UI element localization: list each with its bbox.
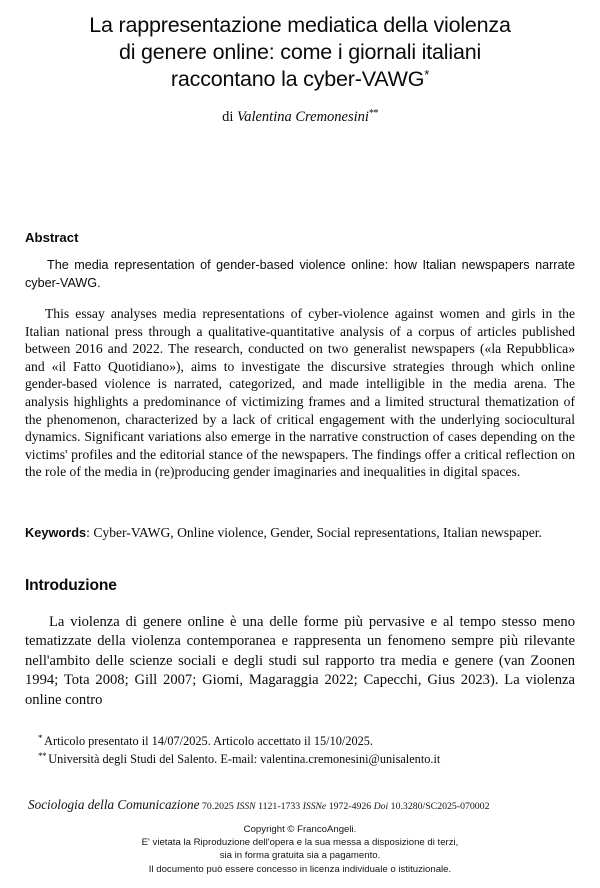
title-footnote-marker: * [424,67,430,82]
issn-value: 1121-1733 [258,801,301,812]
footnote-1 [38,733,578,751]
author-name: Valentina Cremonesini [236,109,369,125]
keywords-label: Keywords [25,525,87,540]
issne-label: ISSNe [302,801,327,812]
issn-label: ISSN [236,801,256,812]
title-line-3: raccontano la cyber-VAWG [170,67,425,91]
footnote-2 [38,751,578,769]
footnote-2-marker: ** [38,750,47,761]
keywords-value: Cyber-VAWG, Online violence, Gender, Social representations, Italian newspaper. [93,525,542,540]
copyright-line-2: E' vietata la Riproduzione dell'opera e la sua messa a disposizione di terzi, [141,837,459,849]
copyright-line-3: sia in forma gratuita sia a pagamento. [219,850,381,862]
doi-label: Doi [373,801,389,812]
page-title [28,12,572,93]
issne-value: 1972-4926 [328,801,372,812]
introduction-body: La violenza di genere online è una delle forme più pervasive e al tempo stesso meno tematizzate della violenza contemporanea e rappresenta un fenomeno sempre più rilevante nell'ambito delle scienze sociali e degli studi sul rapporto tra media e genere (van Zoonen 1994; Tota 2008; Gill 2007; Giomi, Magaraggia 2022; Capecchi, Gius 2023). La violenza online contro [25,614,575,708]
abstract-english-title: The media representation of gender-based violence online: how Italian newspapers narrate cyber-VAWG. [25,258,575,290]
footnote-1-marker: * [38,733,43,743]
title-block [28,12,572,93]
abstract-heading: Abstract [25,230,79,245]
author-prefix: di [222,109,234,125]
title-line-1: La rappresentazione mediatica della violenza [89,13,511,37]
keywords [25,524,575,542]
journal-title: Sociologia della Comunicazione [28,797,200,812]
abstract-body: This essay analyses media representations of cyber-violence against women and girls in the Italian national press through a qualitative-quantitative analysis of a corpus of articles published between 2016 and 2022. The research, conducted on two generalist newspapers («la Repubblica» and «il Fatto Quotidiano»), aims to investigate the discursive strategies through which online gender-based violence is narrated, categorized, and made intelligible in the media arena. The analysis highlights a predominance of victimizing frames and a limited structural thematization of the phenomenon, characterized by a lack of critical engagement with the underlying sociocultural dynamics. Significant variations also emerge in the narrative construction of cases depending on the victims' profiles and the editorial stance of the newspapers. The findings offer a critical reflection on the role of the media in (re)producing gender imaginaries and inequalities in digital spaces. [25,306,575,480]
doi-value: 10.3280/SC2025-070002 [390,801,490,812]
copyright-line-1: Copyright © FrancoAngeli. [243,824,357,835]
introduction-heading: Introduzione [25,577,117,594]
author-footnote-marker: ** [368,108,378,119]
title-line-2: di genere online: come i giornali italiani [118,40,482,64]
footnote-2-text: Università degli Studi del Salento. E-mail: valentina.cremonesini@unisalento.it [48,751,441,766]
copyright-footer [0,823,600,876]
journal-citation-line [28,798,576,813]
copyright-line-4: Il documento può essere concesso in licenza individuale o istituzionale. [148,863,452,875]
footnote-1-text: Articolo presentato il 14/07/2025. Articolo accettato il 15/10/2025. [44,734,373,748]
journal-issue: 70.2025 [201,801,234,812]
keywords-separator: : [86,525,94,540]
footnotes [38,733,578,768]
author-line [28,108,572,126]
